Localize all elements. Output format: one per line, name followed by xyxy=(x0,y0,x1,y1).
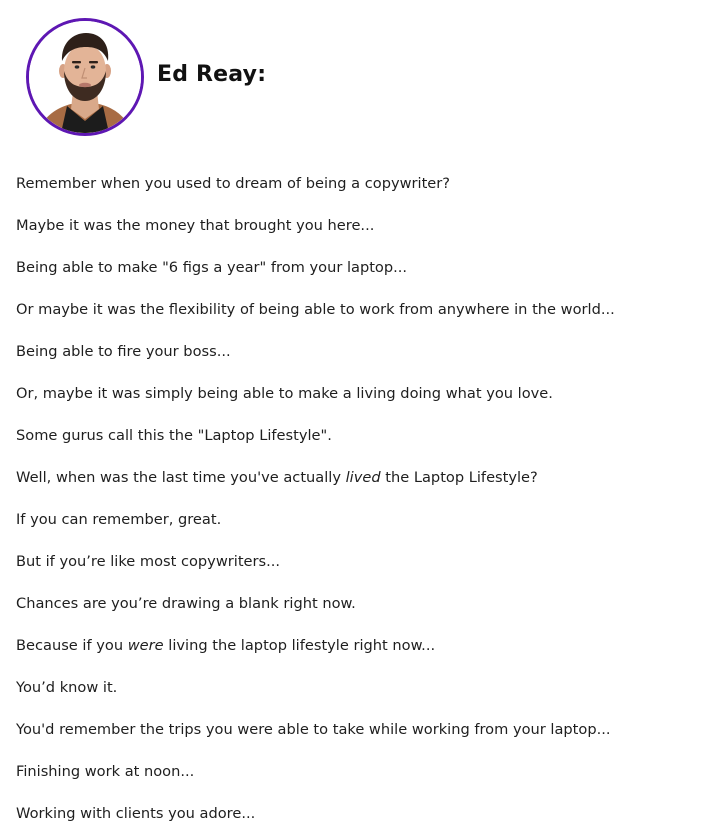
paragraph: Or, maybe it was simply being able to make a living doing what you love. xyxy=(16,385,553,402)
paragraph: You'd remember the trips you were able to take while working from your laptop... xyxy=(16,721,611,738)
paragraph: Working with clients you adore... xyxy=(16,805,256,822)
paragraph: If you can remember, great. xyxy=(16,511,222,528)
paragraph: Being able to fire your boss... xyxy=(16,343,231,360)
paragraph-text: living the laptop lifestyle right now... xyxy=(163,637,436,654)
paragraph: Chances are you’re drawing a blank right now. xyxy=(16,595,356,612)
paragraph-text: Well, when was the last time you've actually xyxy=(16,469,346,486)
author-name: Ed Reay: xyxy=(157,61,267,87)
author-avatar xyxy=(26,18,144,136)
emphasis-text: were xyxy=(127,637,164,654)
paragraph: Or maybe it was the flexibility of being able to work from anywhere in the world... xyxy=(16,301,615,318)
paragraph xyxy=(16,467,706,509)
paragraph-text: the Laptop Lifestyle? xyxy=(380,469,538,486)
paragraph: You’d know it. xyxy=(16,679,118,696)
paragraph: Remember when you used to dream of being a copywriter? xyxy=(16,175,451,192)
portrait-photo-icon xyxy=(29,21,141,133)
sales-letter-body xyxy=(16,173,706,834)
paragraph: Maybe it was the money that brought you here... xyxy=(16,217,375,234)
author-header xyxy=(26,18,266,136)
paragraph: Finishing work at noon... xyxy=(16,763,195,780)
paragraph: Some gurus call this the "Laptop Lifestyle". xyxy=(16,427,332,444)
emphasis-text: lived xyxy=(345,469,381,486)
paragraph: But if you’re like most copywriters... xyxy=(16,553,281,570)
paragraph: Being able to make "6 figs a year" from your laptop... xyxy=(16,259,408,276)
paragraph-text: Because if you xyxy=(16,637,128,654)
paragraph xyxy=(16,635,706,677)
